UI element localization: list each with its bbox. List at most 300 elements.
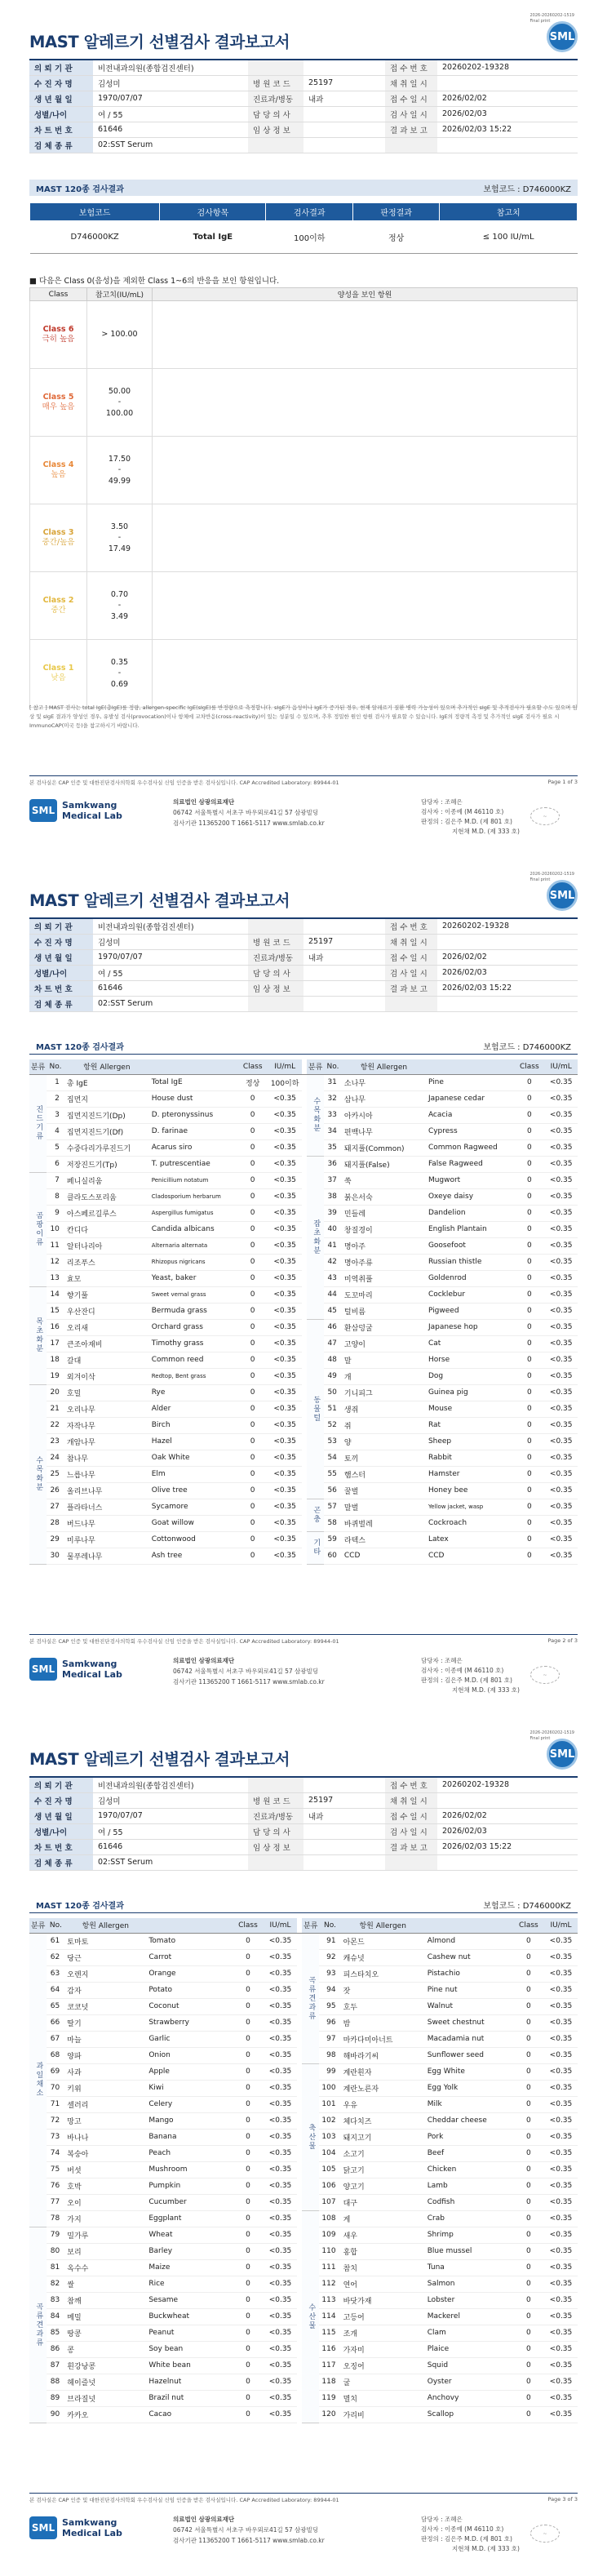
allergen-iu-value: <0.35 [544,1515,578,1531]
allergen-english-name: Mackerel [425,2308,513,2325]
results-header: IU/mL [544,1918,578,1933]
allergen-korean-name: 대구 [341,2194,425,2210]
info-value: 김성미 [93,1792,248,1808]
allergen-number: 44 [324,1286,342,1303]
allergen-english-name: Strawberry [146,2014,233,2031]
allergen-number: 66 [47,2014,64,2031]
info-value [304,106,385,122]
allergen-iu-value: <0.35 [544,1156,578,1172]
table-row [29,1188,578,1205]
allergen-english-name: Japanese hop [426,1319,514,1335]
allergen-english-name: Plaice [425,2341,513,2357]
allergen-korean-name: 키위 [64,2080,146,2096]
allergen-class: 0 [233,1949,264,1965]
allergen-korean-name: 우유 [341,2096,425,2112]
allergen-english-name: Pork [425,2129,513,2145]
total-ige-summary [29,202,578,254]
allergen-number: 119 [319,2390,340,2406]
allergen-number: 55 [324,1466,342,1482]
allergen-class: 0 [233,2014,264,2031]
allergen-iu-value: <0.35 [544,1139,578,1156]
column-gap [297,2341,302,2357]
info-value [437,75,578,91]
allergen-class: 0 [237,1433,268,1450]
allergen-english-name: D. farinae [149,1123,237,1139]
allergen-class: 0 [233,1982,264,1998]
allergen-number: 92 [319,1949,340,1965]
allergen-number: 68 [47,2047,64,2063]
allergen-korean-name: 꿀벌 [342,1482,426,1499]
table-row [29,1368,578,1384]
allergen-group: 축산물 [302,2063,319,2210]
allergen-class: 0 [233,2080,264,2096]
allergen-class: 0 [237,1368,268,1384]
info-label: 채 취 일 시 [385,75,437,91]
summary-cell: D746000KZ [30,221,160,254]
allergen-class: 0 [513,2145,544,2161]
info-value: 비전내과의원(종합검진센터) [93,918,248,934]
allergen-korean-name: 창질경이 [342,1221,426,1237]
column-gap [297,2374,302,2390]
patient-info-row [29,1854,578,1870]
allergen-class: 0 [237,1172,268,1188]
info-value: 20260202-19328 [437,918,578,934]
allergen-number: 37 [324,1172,342,1188]
class-name: Class 4 [42,460,74,469]
allergen-number: 88 [47,2374,64,2390]
allergen-korean-name: 오이 [64,2194,146,2210]
info-value: 02:SST Serum [93,996,248,1011]
allergen-english-name: Egg White [425,2063,513,2080]
allergen-iu-value: <0.35 [264,1933,297,1949]
allergen-class: 0 [237,1417,268,1433]
allergen-korean-name: 수중다리가루진드기 [64,1139,149,1156]
allergen-iu-value: <0.35 [264,2227,297,2243]
allergen-number: 43 [324,1270,342,1286]
info-label [248,1854,304,1870]
allergen-korean-name: 알터나리아 [64,1237,149,1254]
allergen-iu-value: <0.35 [544,2096,578,2112]
allergen-number: 52 [324,1417,342,1433]
allergen-korean-name: 칸디다 [64,1221,149,1237]
footer-addr: 06742 서울특별시 서초구 바우뫼로41길 57 삼광빌딩 [173,2525,319,2534]
class-desc: 극히 높음 [42,335,75,344]
allergen-korean-name: 저장진드기(Tp) [64,1156,149,1172]
info-label: 의 뢰 기 관 [29,60,93,75]
allergen-class: 0 [513,2341,544,2357]
allergen-class: 0 [514,1482,544,1499]
allergen-number: 96 [319,2014,340,2031]
allergen-number: 4 [47,1123,64,1139]
section-header [29,180,578,196]
allergen-class: 0 [514,1450,544,1466]
allergen-english-name: Eggplant [146,2210,233,2227]
allergen-group: 수목화분 [29,1384,47,1564]
column-gap [302,1107,307,1123]
table-row [29,2063,578,2080]
column-gap [302,1270,307,1286]
allergen-number: 111 [319,2259,340,2276]
column-gap [297,2031,302,2047]
allergen-english-name: Bermuda grass [149,1303,237,1319]
accreditation-note [29,1634,578,1645]
allergen-english-name: Sunflower seed [425,2047,513,2063]
info-label: 차 트 번 호 [29,1839,93,1854]
info-label [248,1777,304,1792]
table-row [29,1933,578,1949]
info-value: 61646 [93,1839,248,1854]
allergen-class: 0 [233,2047,264,2063]
allergen-results-table [29,1918,578,2423]
allergen-number: 91 [319,1933,340,1949]
allergen-iu-value: <0.35 [544,2129,578,2145]
allergen-number: 42 [324,1254,342,1270]
column-gap [302,1139,307,1156]
column-gap [297,2325,302,2341]
class-table [29,287,578,708]
allergen-english-name: Cocklebur [426,1286,514,1303]
allergen-number: 82 [47,2276,64,2292]
table-row [29,2210,578,2227]
results-header: Class [237,1059,268,1074]
column-gap [302,1417,307,1433]
allergen-iu-value: <0.35 [544,1074,578,1090]
allergen-class: 0 [237,1286,268,1303]
allergen-number: 57 [324,1499,342,1515]
allergen-korean-name: 피스타치오 [341,1965,425,1982]
allergen-korean-name: 캐슈넛 [341,1949,425,1965]
allergen-korean-name: 소고기 [341,2145,425,2161]
allergen-english-name: Redtop, Bent grass [149,1368,237,1384]
column-gap [297,2145,302,2161]
allergen-iu-value: <0.35 [544,2194,578,2210]
table-row [29,1156,578,1172]
allergen-number: 75 [47,2161,64,2178]
allergen-korean-name: 땅콩 [64,2325,146,2341]
allergen-korean-name: 민들레 [342,1205,426,1221]
allergen-iu-value: <0.35 [268,1286,302,1303]
allergen-class: 0 [233,2096,264,2112]
allergen-english-name: Elm [149,1466,237,1482]
allergen-iu-value: <0.35 [268,1319,302,1335]
allergen-class: 0 [514,1548,544,1564]
allergen-english-name: Oak White [149,1450,237,1466]
allergen-iu-value: <0.35 [268,1450,302,1466]
patient-info-row [29,1839,578,1854]
allergen-english-name: Olive tree [149,1482,237,1499]
class-desc: 매우 높음 [42,402,75,411]
allergen-group: 과일채소 [29,1933,47,2227]
info-label [248,60,304,75]
allergen-group: 곰팡이류 [29,1172,47,1286]
allergen-english-name: Cucumber [146,2194,233,2210]
allergen-number: 73 [47,2129,64,2145]
summary-cell: ≤ 100 IU/mL [440,221,578,254]
insurance-code: 보험코드 : D746000KZ [483,184,571,194]
allergen-korean-name: 향기풀 [64,1286,149,1303]
allergen-korean-name: 홍합 [341,2243,425,2259]
allergen-class: 0 [233,2112,264,2129]
allergen-korean-name: 해바라기씨 [341,2047,425,2063]
allergen-korean-name: 미루나무 [64,1531,149,1548]
allergen-english-name: Crab [425,2210,513,2227]
column-gap [302,1548,307,1564]
allergen-english-name: Cheddar cheese [425,2112,513,2129]
results-header: 분류 [307,1059,324,1074]
allergen-number: 102 [319,2112,340,2129]
patient-info-table [29,59,578,153]
allergen-iu-value: <0.35 [264,2259,297,2276]
allergen-english-name: Macadamia nut [425,2031,513,2047]
allergen-english-name: Common Ragweed [426,1139,514,1156]
allergen-korean-name: 가지 [64,2210,146,2227]
allergen-number: 105 [319,2161,340,2178]
allergen-number: 100 [319,2080,340,2096]
allergen-english-name: Timothy grass [149,1335,237,1352]
allergen-iu-value: <0.35 [268,1482,302,1499]
allergen-iu-value: <0.35 [544,1368,578,1384]
info-label: 성별/나이 [29,1823,93,1839]
allergen-class: 0 [514,1090,544,1107]
info-value: 02:SST Serum [93,1854,248,1870]
allergen-korean-name: 삼나무 [342,1090,426,1107]
allergen-iu-value: <0.35 [544,1401,578,1417]
allergen-number: 83 [47,2292,64,2308]
class-label [30,504,87,572]
info-label: 결 과 보 고 [385,980,437,996]
info-label: 생 년 월 일 [29,949,93,965]
column-gap [302,1466,307,1482]
allergen-korean-name: 헤이즐넛 [64,2374,146,2390]
allergen-number: 104 [319,2145,340,2161]
column-gap [297,2047,302,2063]
allergen-english-name: Mango [146,2112,233,2129]
class-label [30,301,87,369]
patient-info-row [29,1792,578,1808]
signature-mark: ~ [530,807,560,825]
column-gap [302,1188,307,1205]
column-gap [302,1450,307,1466]
allergen-korean-name: 집먼지 [64,1090,149,1107]
info-value [304,918,385,934]
allergen-number: 71 [47,2096,64,2112]
allergen-class: 0 [513,2161,544,2178]
section-title: MAST 120종 검사결과 [36,1902,124,1911]
table-row [29,1352,578,1368]
allergen-english-name: Orange [146,1965,233,1982]
info-label: 결 과 보 고 [385,122,437,137]
allergen-number: 72 [47,2112,64,2129]
table-row [29,1139,578,1156]
footer-tel: 검사기관 11365200 T 1661-5117 www.smlab.co.kr [173,2536,325,2544]
allergen-korean-name: 가자미 [341,2341,425,2357]
allergen-iu-value: <0.35 [264,2357,297,2374]
allergen-class: 0 [513,2194,544,2210]
allergen-number: 118 [319,2374,340,2390]
allergen-korean-name: 조개 [341,2325,425,2341]
allergen-class: 0 [514,1466,544,1482]
allergen-iu-value: <0.35 [544,1949,578,1965]
allergen-class: 0 [514,1156,544,1172]
allergen-number: 69 [47,2063,64,2080]
allergen-class: 0 [514,1107,544,1123]
allergen-iu-value: <0.35 [544,1531,578,1548]
info-label: 접 수 번 호 [385,918,437,934]
allergen-class: 0 [237,1499,268,1515]
column-gap [297,2259,302,2276]
allergen-class: 0 [513,2031,544,2047]
allergen-english-name: Mouse [426,1401,514,1417]
footer-addr: 06742 서울특별시 서초구 바우뫼로41길 57 삼광빌딩 [173,808,319,816]
allergen-iu-value: <0.35 [544,1090,578,1107]
results-header: 분류 [302,1918,319,1933]
table-row [29,1433,578,1450]
column-gap [297,2194,302,2210]
column-gap [297,1998,302,2014]
allergen-class: 0 [513,2259,544,2276]
results-header: IU/mL [544,1059,578,1074]
allergen-korean-name: 호두 [341,1998,425,2014]
staff-tester: 검사자 : 이종예 (M 46110 호) [421,1667,504,1674]
allergen-iu-value: <0.35 [264,2096,297,2112]
footer-address [173,2515,325,2546]
footer-brand [29,799,122,822]
allergen-number: 40 [324,1221,342,1237]
section-title: MAST 120종 검사결과 [36,184,124,194]
allergen-iu-value: <0.35 [544,1352,578,1368]
allergen-korean-name: 복숭아 [64,2145,146,2161]
table-row [29,1531,578,1548]
allergen-english-name: Goosefoot [426,1237,514,1254]
allergen-group: 수목화분 [307,1074,324,1156]
allergen-english-name: Russian thistle [426,1254,514,1270]
allergen-korean-name: 개 [342,1368,426,1384]
section-title: MAST 120종 검사결과 [36,1043,124,1052]
allergen-iu-value: <0.35 [544,1499,578,1515]
column-gap [302,1401,307,1417]
allergen-iu-value: 100이하 [268,1074,302,1090]
allergen-iu-value: <0.35 [544,1123,578,1139]
allergen-iu-value: <0.35 [544,2325,578,2341]
class-positive-allergens [153,437,578,504]
allergen-class: 0 [237,1401,268,1417]
column-gap [297,2357,302,2374]
allergen-iu-value: <0.35 [264,2145,297,2161]
allergen-class: 0 [233,2406,264,2423]
info-label [385,996,437,1011]
info-label: 차 트 번 호 [29,980,93,996]
allergen-korean-name: 돼지풀(Common) [342,1139,426,1156]
footer-org: 의료법인 삼광의료재단 [173,798,235,806]
column-gap [297,2014,302,2031]
table-row [29,1515,578,1531]
allergen-class: 0 [514,1401,544,1417]
info-value: 2026/02/03 15:22 [437,980,578,996]
report-page-2 [0,859,607,1717]
allergen-iu-value: <0.35 [268,1123,302,1139]
allergen-class: 0 [233,2357,264,2374]
info-value [437,137,578,153]
allergen-number: 113 [319,2292,340,2308]
table-row [29,1123,578,1139]
allergen-iu-value: <0.35 [544,1965,578,1982]
allergen-iu-value: <0.35 [264,2292,297,2308]
allergen-english-name: Apple [146,2063,233,2080]
class-desc: 중간 [51,606,66,615]
info-label: 성별/나이 [29,106,93,122]
class-table-header: Class [30,288,87,301]
allergen-class: 0 [513,1965,544,1982]
allergen-iu-value: <0.35 [264,2341,297,2357]
allergen-english-name: Celery [146,2096,233,2112]
class-label [30,369,87,437]
info-value: 2026/02/03 [437,106,578,122]
footer-org: 의료법인 삼광의료재단 [173,2516,235,2523]
allergen-korean-name: 감자 [64,1982,146,1998]
allergen-class: 0 [514,1352,544,1368]
allergen-number: 48 [324,1352,342,1368]
allergen-korean-name: 아스페르길루스 [64,1205,149,1221]
allergen-class: 0 [513,2308,544,2325]
allergen-class: 0 [513,2210,544,2227]
allergen-number: 108 [319,2210,340,2227]
patient-info-row [29,122,578,137]
info-label [385,1854,437,1870]
allergen-iu-value: <0.35 [264,2276,297,2292]
info-value: 1970/07/07 [93,1808,248,1823]
allergen-number: 120 [319,2406,340,2423]
allergen-number: 62 [47,1949,64,1965]
allergen-korean-name: 명아주류 [342,1254,426,1270]
info-label: 성별/나이 [29,965,93,980]
info-label [385,137,437,153]
allergen-iu-value: <0.35 [268,1515,302,1531]
allergen-english-name: Common reed [149,1352,237,1368]
allergen-iu-value: <0.35 [544,1319,578,1335]
allergen-iu-value: <0.35 [544,1482,578,1499]
allergen-korean-name: CCD [342,1548,426,1564]
allergen-korean-name: 갈대 [64,1352,149,1368]
allergen-korean-name: 고양이 [342,1335,426,1352]
allergen-class: 0 [513,1982,544,1998]
allergen-korean-name: 명아주 [342,1237,426,1254]
allergen-english-name: Latex [426,1531,514,1548]
results-header: Class [513,1918,544,1933]
allergen-korean-name: 자작나무 [64,1417,149,1433]
allergen-iu-value: <0.35 [544,1107,578,1123]
allergen-class: 0 [513,2047,544,2063]
info-value: 내과 [304,1808,385,1823]
allergen-iu-value: <0.35 [268,1548,302,1564]
allergen-english-name: Tuna [425,2259,513,2276]
class-table-header: 양성을 보인 항원 [153,288,578,301]
brand-name-line1: Samkwang [62,2516,117,2528]
allergen-korean-name: 돼지풀(False) [342,1156,426,1172]
allergen-korean-name: 붉은서숙 [342,1188,426,1205]
patient-info-row [29,918,578,934]
allergen-number: 10 [47,1221,64,1237]
allergen-class: 0 [513,2357,544,2374]
results-header [425,1918,513,1933]
allergen-class: 0 [513,2178,544,2194]
allergen-korean-name: 생쥐 [342,1401,426,1417]
info-label: 검 사 일 시 [385,106,437,122]
info-label: 수 진 자 명 [29,1792,93,1808]
results-header [426,1059,514,1074]
allergen-korean-name: 양파 [64,2047,146,2063]
class-range: 3.50 - 17.49 [87,504,153,572]
staff-doctor: 판정의 : 김은주 M.D. (제 801 호) [421,2535,512,2543]
